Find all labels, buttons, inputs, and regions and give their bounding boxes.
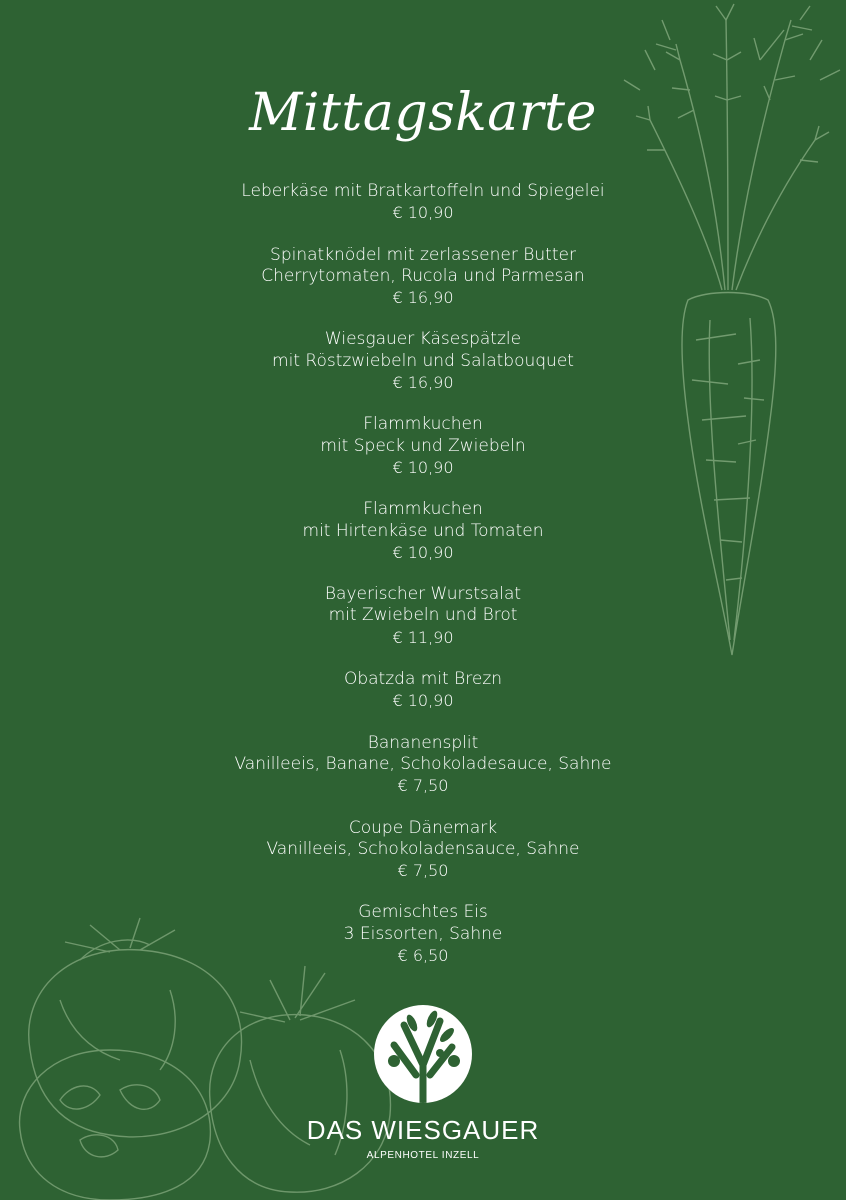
dish-description: mit Röstzwiebeln und Salatbouquet: [272, 350, 574, 371]
dish-name: Spinatknödel mit zerlassener Butter: [270, 244, 576, 265]
dish-price: € 16,90: [392, 373, 454, 393]
tree-logo-icon: [374, 1005, 472, 1103]
menu-item: [0, 902, 846, 966]
logo: [0, 1005, 846, 1103]
dish-price: € 6,50: [397, 946, 449, 966]
brand-subtitle: ALPENHOTEL INZELL: [366, 1150, 480, 1161]
dish-price: € 16,90: [392, 288, 454, 308]
dish-description: 3 Eissorten, Sahne: [343, 923, 503, 944]
dish-price: € 10,90: [392, 691, 454, 711]
menu-item: [0, 329, 846, 393]
dish-price: € 7,50: [397, 861, 449, 881]
dish-price: € 7,50: [397, 776, 449, 796]
menu-item: [0, 245, 846, 309]
dish-name: Wiesgauer Käsespätzle: [324, 329, 522, 350]
dish-name: Obatzda mit Brezn: [343, 669, 503, 690]
dish-name: Flammkuchen: [363, 414, 483, 435]
dish-name: Gemischtes Eis: [358, 902, 488, 923]
dish-name: Flammkuchen: [363, 499, 483, 520]
menu-item: [0, 499, 846, 563]
dish-description: mit Hirtenkäse und Tomaten: [302, 520, 544, 541]
menu-list: [0, 181, 846, 987]
dish-name: Coupe Dänemark: [348, 817, 498, 838]
dish-description: Vanilleeis, Schokoladensauce, Sahne: [266, 838, 580, 859]
dish-price: € 10,90: [392, 542, 454, 562]
menu-item: [0, 733, 846, 797]
page-title: Mittagskarte: [249, 83, 597, 143]
dish-price: € 10,90: [392, 457, 454, 477]
brand-name: DAS WIESGAUER: [306, 1115, 540, 1145]
dish-name: Bananensplit: [367, 732, 479, 753]
dish-description: Cherrytomaten, Rucola und Parmesan: [261, 265, 585, 286]
dish-description: mit Speck und Zwiebeln: [320, 435, 526, 456]
dish-description: Vanilleeis, Banane, Schokoladesauce, Sahne: [234, 753, 612, 774]
dish-name: Leberkäse mit Bratkartoffeln und Spiegelei: [241, 181, 605, 201]
menu-item: [0, 584, 846, 648]
dish-description: mit Zwiebeln und Brot: [328, 605, 518, 626]
menu-item: [0, 669, 846, 712]
dish-price: € 11,90: [392, 627, 454, 647]
dish-name: Bayerischer Wurstsalat: [324, 584, 522, 605]
dish-price: € 10,90: [392, 203, 454, 223]
menu-item: [0, 414, 846, 478]
menu-item: [0, 818, 846, 882]
menu-item: [0, 181, 846, 224]
